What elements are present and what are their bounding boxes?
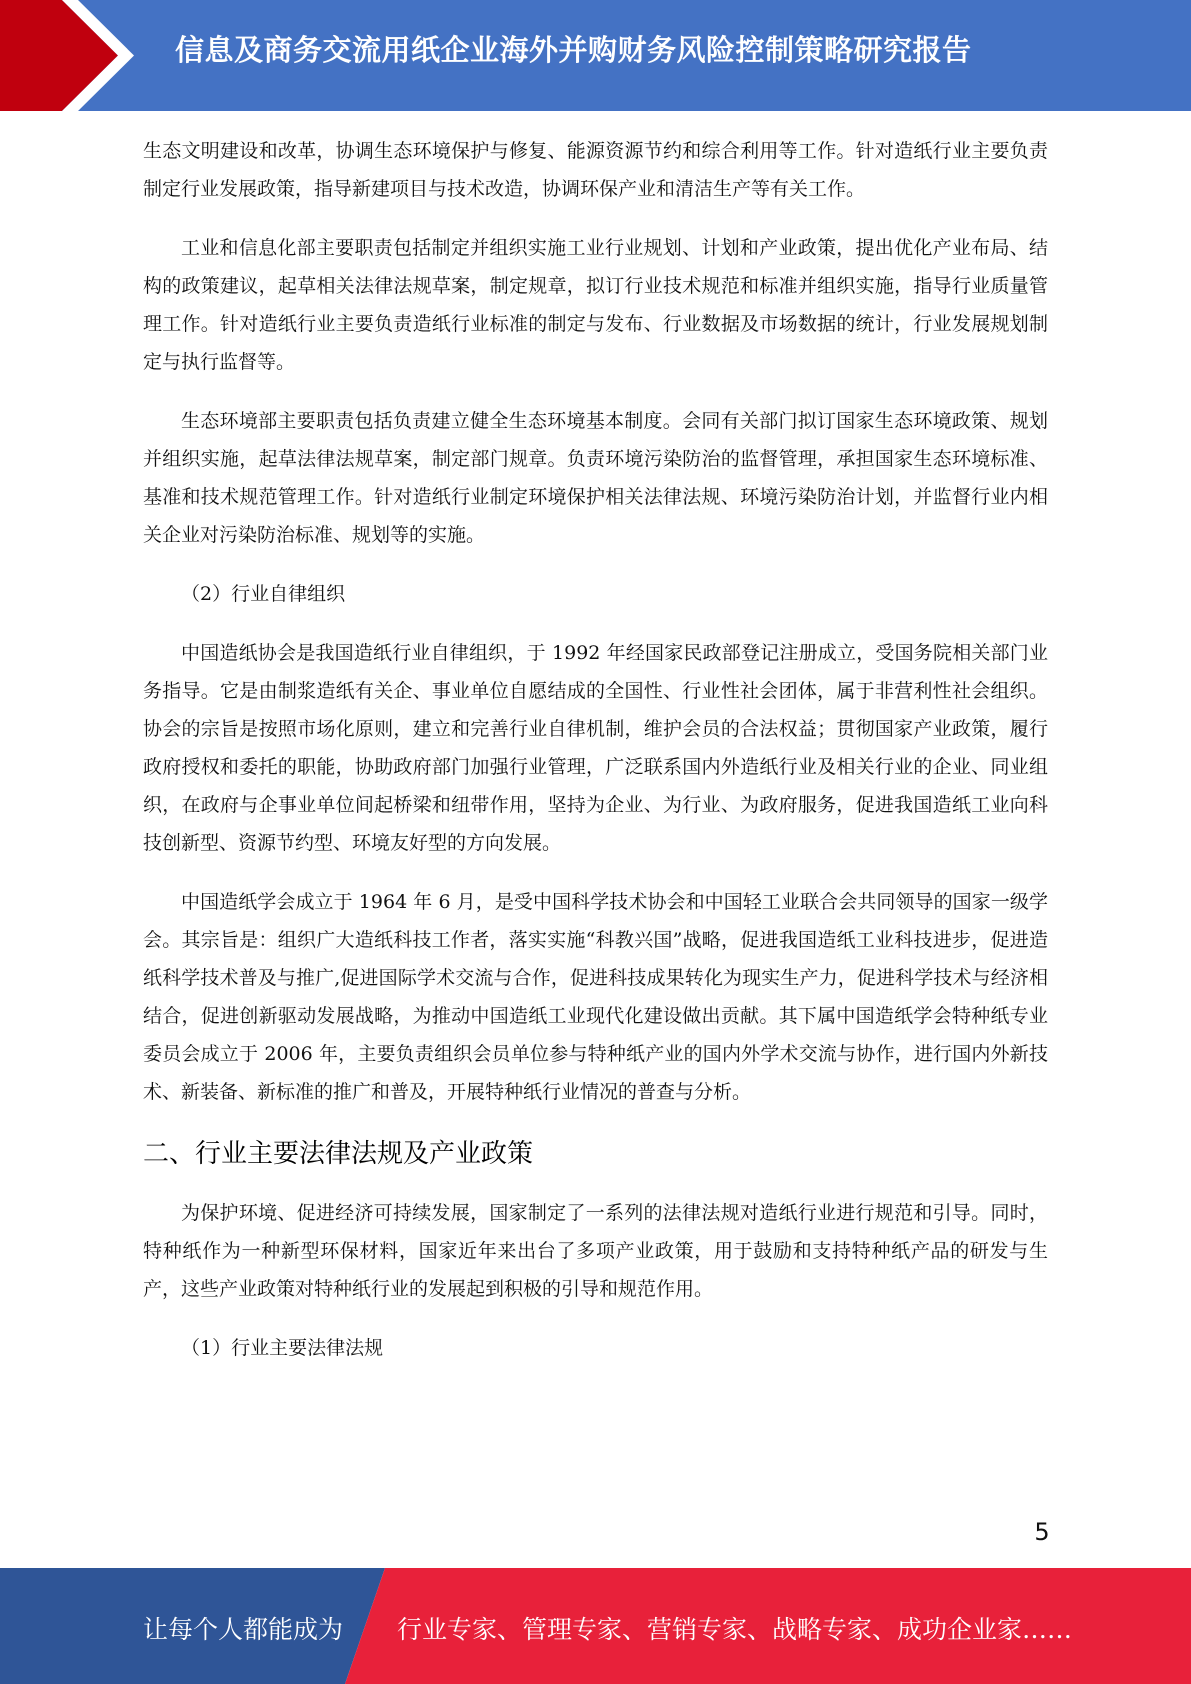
paragraph: 工业和信息化部主要职责包括制定并组织实施工业行业规划、计划和产业政策，提出优化产业布局、结构的政策建议，起草相关法律法规草案，制定规章，拟订行业技术规范和标准并组织实施，指导行业质量管理工作。针对造纸行业主要负责造纸行业标准的制定与发布、行业数据及市场数据的统计，行业发展规划制定与执行监督等。 [143,237,1048,373]
paragraph: 生态环境部主要职责包括负责建立健全生态环境基本制度。会同有关部门拟订国家生态环境政策、规划并组织实施，起草法律法规草案，制定部门规章。负责环境污染防治的监督管理，承担国家生态环境标准、基准和技术规范管理工作。针对造纸行业制定环境保护相关法律法规、环境污染防治计划，并监督行业内相关企业对污染防治标准、规划等的实施。 [143,410,1048,546]
subsection-heading: （2）行业自律组织 [181,583,346,605]
report-title: 信息及商务交流用纸企业海外并购财务风险控制策略研究报告 [175,33,972,67]
paragraph: 中国造纸协会是我国造纸行业自律组织，于 1992 年经国家民政部登记注册成立，受国务院相关部门业务指导。它是由制浆造纸有关企、事业单位自愿结成的全国性、行业性社会团体，属于非营利性社会组织。协会的宗旨是按照市场化原则，建立和完善行业自律机制，维护会员的合法权益；贯彻国家产业政策，履行政府授权和委托的职能，协助政府部门加强行业管理，广泛联系国内外造纸行业及相关行业的企业、同业组织，在政府与企事业单位间起桥梁和纽带作用，坚持为企业、为行业、为政府服务，促进我国造纸工业向科技创新型、资源节约型、环境友好型的方向发展。 [143,642,1048,854]
footer-slogan-right: 行业专家、管理专家、营销专家、战略专家、成功企业家…… [397,1615,1073,1644]
footer-slogan-left: 让每个人都能成为 [143,1615,344,1644]
page-header [0,0,1191,111]
section-heading: 二、行业主要法律法规及产业政策 [143,1139,534,1169]
paragraph: 生态文明建设和改革，协调生态环境保护与修复、能源资源节约和综合利用等工作。针对造纸行业主要负责制定行业发展政策，指导新建项目与技术改造，协调环保产业和清洁生产等有关工作。 [143,140,1048,200]
chevron-decoration-icon [0,0,150,111]
subsection-heading: （1）行业主要法律法规 [181,1337,384,1359]
paragraph: 为保护环境、促进经济可持续发展，国家制定了一系列的法律法规对造纸行业进行规范和引导。同时，特种纸作为一种新型环保材料，国家近年来出台了多项产业政策，用于鼓励和支持特种纸产品的研发与生产，这些产业政策对特种纸行业的发展起到积极的引导和规范作用。 [143,1202,1048,1300]
page-footer [0,1568,1191,1684]
main-content [143,132,1048,1388]
page-number: 5 [1034,1518,1050,1546]
paragraph: 中国造纸学会成立于 1964 年 6 月，是受中国科学技术协会和中国轻工业联合会共同领导的国家一级学会。其宗旨是：组织广大造纸科技工作者，落实实施“科教兴国”战略，促进我国造纸工业科技进步，促进造纸科学技术普及与推广,促进国际学术交流与合作，促进科技成果转化为现实生产力，促进科学技术与经济相结合，促进创新驱动发展战略，为推动中国造纸工业现代化建设做出贡献。其下属中国造纸学会特种纸专业委员会成立于 2006 年，主要负责组织会员单位参与特种纸产业的国内外学术交流与协作，进行国内外新技术、新装备、新标准的推广和普及，开展特种纸行业情况的普查与分析。 [143,891,1048,1103]
